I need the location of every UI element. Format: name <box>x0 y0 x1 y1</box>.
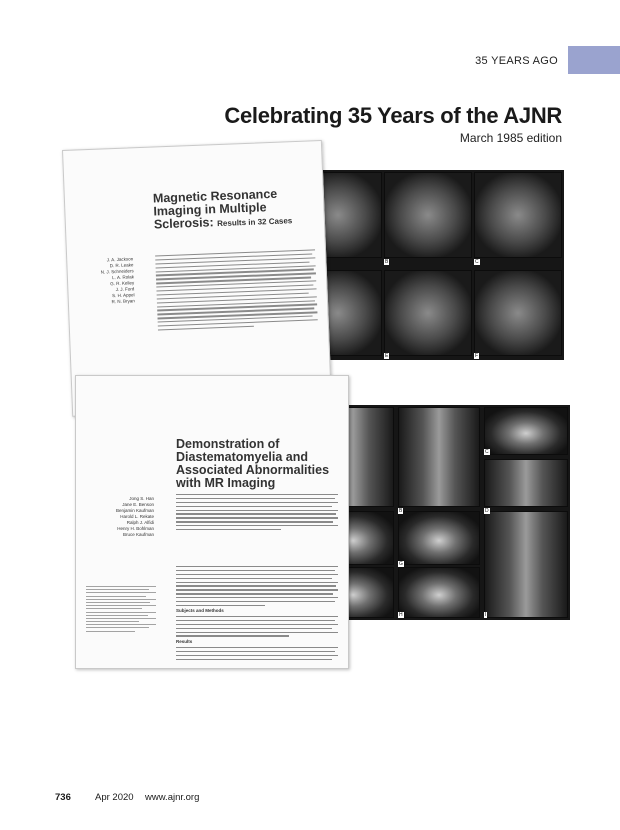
figure-label: D <box>485 508 489 514</box>
mri-figure-2 <box>310 405 570 620</box>
figure-label: B <box>399 508 403 514</box>
section-label: 35 YEARS AGO <box>475 55 558 67</box>
mri-image-f <box>474 270 562 356</box>
article-page-2 <box>75 375 349 669</box>
figure-label: E <box>385 353 389 359</box>
page-number: 736 <box>55 792 71 803</box>
article-2-footnotes <box>86 586 156 634</box>
mri-image-c <box>484 407 568 455</box>
figure-label: F <box>475 353 479 359</box>
mri-image-b <box>398 407 480 507</box>
article-2-abstract <box>176 494 338 533</box>
section-tab <box>568 46 620 74</box>
mri-figure-1 <box>292 170 564 360</box>
mri-image-h <box>398 567 480 618</box>
article-2-body <box>176 566 338 609</box>
mri-image-e <box>384 270 472 356</box>
section-heading: Subjects and Methods <box>176 608 224 613</box>
section-heading: Results <box>176 639 193 644</box>
article-2-title: Demonstration of Diastematomyelia and Associated Abnormalities with MR Imaging <box>176 437 330 491</box>
mri-image-d <box>484 459 568 507</box>
journal-url[interactable]: www.ajnr.org <box>145 792 200 803</box>
figure-label: B <box>385 259 389 265</box>
page-title: Celebrating 35 Years of the AJNR <box>224 103 562 128</box>
article-2-methods <box>176 616 338 639</box>
page-subtitle: March 1985 edition <box>459 131 562 145</box>
article-2-results <box>176 647 338 663</box>
mri-image-g <box>398 511 480 565</box>
article-1-authors: J. A. Jackson D. R. Leake N. J. Schneiders L. A. Rolak G. R. Kelley J. J. Ford S. H. Appel R. N. Bryan <box>100 256 135 305</box>
figure-label: C <box>485 449 489 455</box>
figure-label: G <box>399 561 403 567</box>
figure-label: C <box>475 259 479 265</box>
figure-label: H <box>399 612 403 618</box>
article-2-authors: Jong S. Han Jane E. Benson Benjamin Kaufman Harold L. Rekate Ralph J. Alfidi Henry H. Bohlman Bruce Kaufman <box>115 496 154 537</box>
figure-label: I <box>485 612 487 618</box>
mri-image-i <box>484 511 568 618</box>
mri-image-c <box>474 172 562 258</box>
issue-date: Apr 2020 <box>95 792 134 803</box>
article-1-abstract <box>155 249 318 333</box>
article-1-title: Magnetic Resonance Imaging in Multiple Sclerosis: Results in 32 Cases <box>152 186 293 232</box>
mri-image-b <box>384 172 472 258</box>
